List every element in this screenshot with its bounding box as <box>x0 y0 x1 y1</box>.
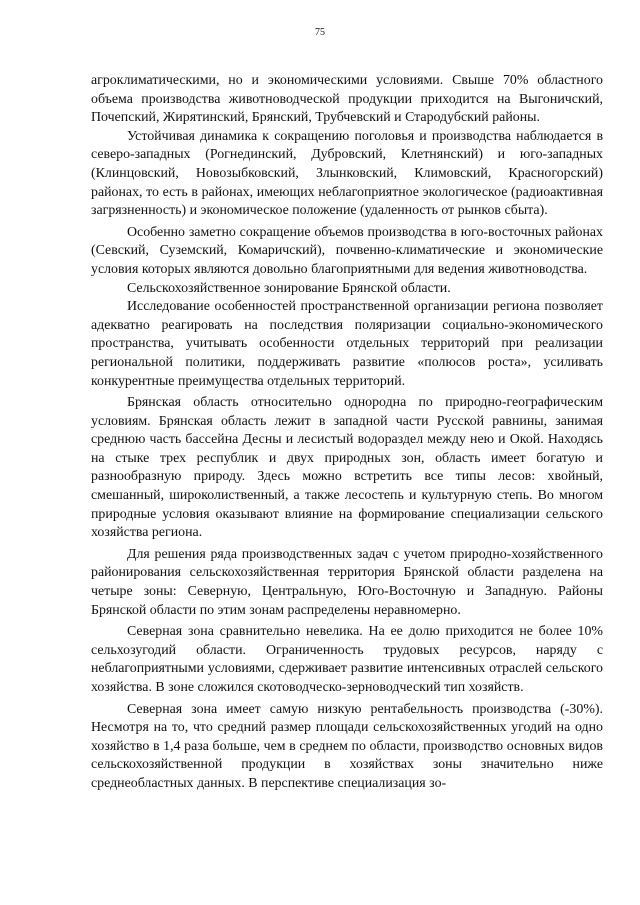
page-number: 75 <box>315 27 325 38</box>
text-body <box>91 72 603 794</box>
paragraph-spatial-organization: Исследование особенностей пространственной организации региона позволяет адекватно реагировать на последствия поляризации социально-экономического пространства, учитывать особенности отдельных территорий при реализации региональной политики, поддерживать развитие «полюсов роста», усиливать конкурентные преимущества отдельных территорий. <box>91 299 603 389</box>
paragraph-four-zones: Для решения ряда производственных задач с учетом природно-хозяйственного районирования сельскохозяйственная территория Брянской области разделена на четыре зоны: Северную, Центральную, Юго-Восточную и Западную. Районы Брянской области по этим зонам распределены неравномерно. <box>91 546 603 618</box>
paragraph-decline-western-districts: Устойчивая динамика к сокращению поголовья и производства наблюдается в северо-западных (Рогнединский, Дубровский, Клетнянский) и юго-западных (Клинцовский, Новозыбковский, Злынковский, Климовский, Красногорский) районах, то есть в районах, имеющих неблагоприятное экологическое (радиоактивная загрязненность) и экономическое положение (удаленность от рынков сбыта). <box>91 128 603 219</box>
paragraph-zoning-heading: Сельскохозяйственное зонирование Брянской области. <box>127 280 451 296</box>
paragraph-northern-zone-profitability: Северная зона имеет самую низкую рентабельность производства (-30%). Несмотря на то, что средний размер площади сельскохозяйственных угодий на одно хозяйство в 1,4 раза больше, чем в среднем по области, производство основных видов сельскохозяйственной продукции в хозяйствах зоны значительно ниже среднеобластных данных. В перспективе специализация зо- <box>91 701 603 791</box>
paragraph-livestock-districts: агроклиматическими, но и экономическими условиями. Свыше 70% областного объема производства животноводческой продукции приходится на Выгоничский, Почепский, Жирятинский, Брянский, Трубчевский и Стародубский районы. <box>91 73 603 126</box>
paragraph-natural-conditions: Брянская область относительно однородна по природно-географическим условиям. Брянская область лежит в западной части Русской равнины, занимая среднюю часть бассейна Десны и лесистый водораздел между нею и Окой. Находясь на стыке трех республик и двух природных зон, область имеет богатую и разнообразную природу. Здесь можно встретить все типы лесов: хвойный, смешанный, широколиственный, а также лесостепь и культурную степь. Во многом природные условия оказывают влияние на формирование специализации сельского хозяйства региона. <box>91 395 603 541</box>
paragraph-decline-southeastern-districts: Особенно заметно сокращение объемов производства в юго-восточных районах (Севский, Суземский, Комаричский), почвенно-климатические и экономические условия которых являются довольно благоприятными для ведения животноводства. <box>91 224 603 277</box>
paragraph-northern-zone: Северная зона сравнительно невелика. На ее долю приходится не более 10% сельхозугодий области. Ограниченность трудовых ресурсов, наряду с неблагоприятными условиями, сдерживает развитие интенсивных отраслей сельского хозяйства. В зоне сложился скотоводческо-зерноводческий тип хозяйств. <box>91 624 603 695</box>
